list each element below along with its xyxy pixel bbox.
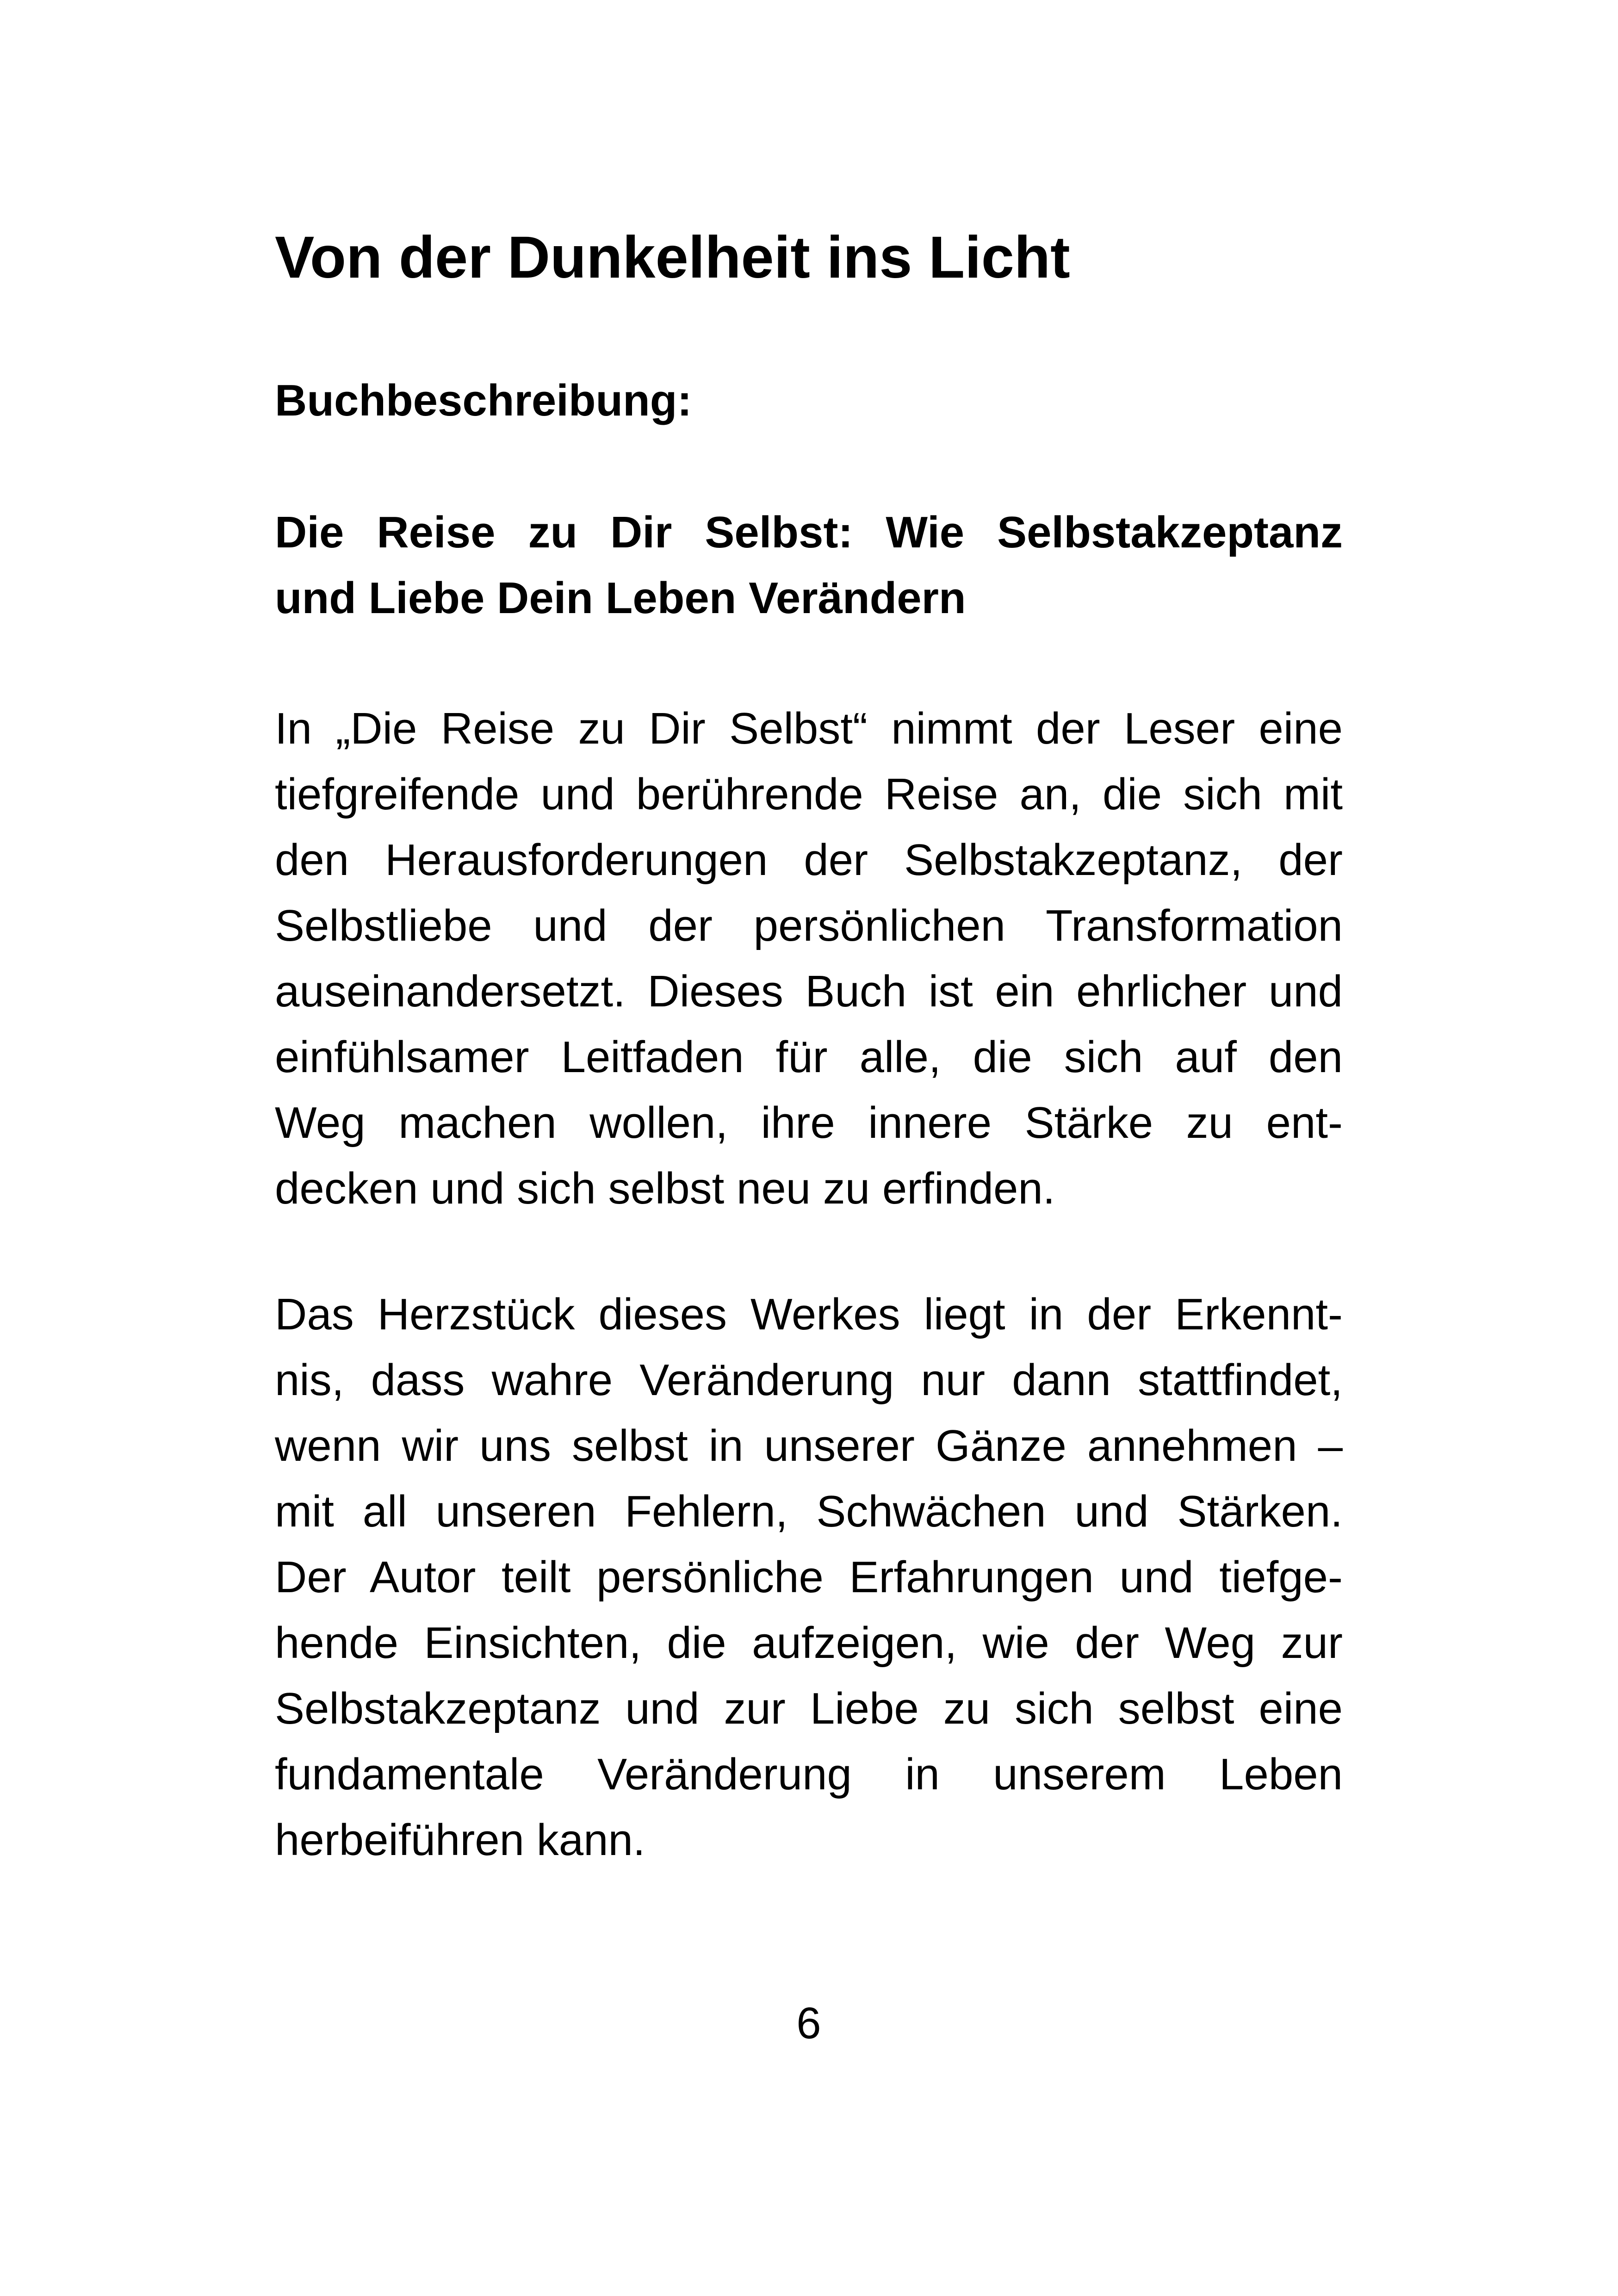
subtitle-line: Die Reise zu Dir Selbst: Wie Selbstakzeptanz (275, 508, 1343, 557)
paragraph-line: einfühlsamer Leitfaden für alle, die sich auf den (275, 1032, 1343, 1082)
paragraph-line: tiefgreifende und berührende Reise an, die sich mit (275, 769, 1343, 819)
paragraph-line: Selbstliebe und der persönlichen Transformation (275, 901, 1343, 950)
paragraph-line: den Herausforderungen der Selbstakzeptanz, der (275, 835, 1343, 885)
book-subtitle (275, 500, 1343, 631)
page-number: 6 (796, 1998, 821, 2048)
paragraph-core (275, 1282, 1343, 1873)
paragraph-line: herbeiführen kann. (275, 1815, 645, 1865)
paragraph-line: Weg machen wollen, ihre innere Stärke zu ent- (275, 1098, 1343, 1148)
page-title: Von der Dunkelheit ins Licht (275, 224, 1070, 291)
paragraph-line: In „Die Reise zu Dir Selbst“ nimmt der Leser eine (275, 704, 1343, 753)
paragraph-line: fundamentale Veränderung in unserem Leben (275, 1750, 1343, 1799)
paragraph-intro (275, 696, 1343, 1222)
subtitle-line: und Liebe Dein Leben Verändern (275, 573, 966, 623)
paragraph-line: mit all unseren Fehlern, Schwächen und Stärken. (275, 1487, 1343, 1536)
paragraph-line: Selbstakzeptanz und zur Liebe zu sich selbst eine (275, 1684, 1343, 1733)
paragraph-line: wenn wir uns selbst in unserer Gänze annehmen – (275, 1421, 1343, 1471)
document-page (275, 0, 1343, 2296)
paragraph-line: nis, dass wahre Veränderung nur dann stattfindet, (275, 1355, 1343, 1405)
paragraph-line: decken und sich selbst neu zu erfinden. (275, 1164, 1055, 1213)
paragraph-line: auseinandersetzt. Dieses Buch ist ein ehrlicher und (275, 967, 1343, 1016)
paragraph-line: hende Einsichten, die aufzeigen, wie der Weg zur (275, 1618, 1343, 1668)
paragraph-line: Der Autor teilt persönliche Erfahrungen und tiefge- (275, 1552, 1343, 1602)
section-label: Buchbeschreibung: (275, 376, 692, 425)
paragraph-line: Das Herzstück dieses Werkes liegt in der Erkennt- (275, 1290, 1343, 1339)
